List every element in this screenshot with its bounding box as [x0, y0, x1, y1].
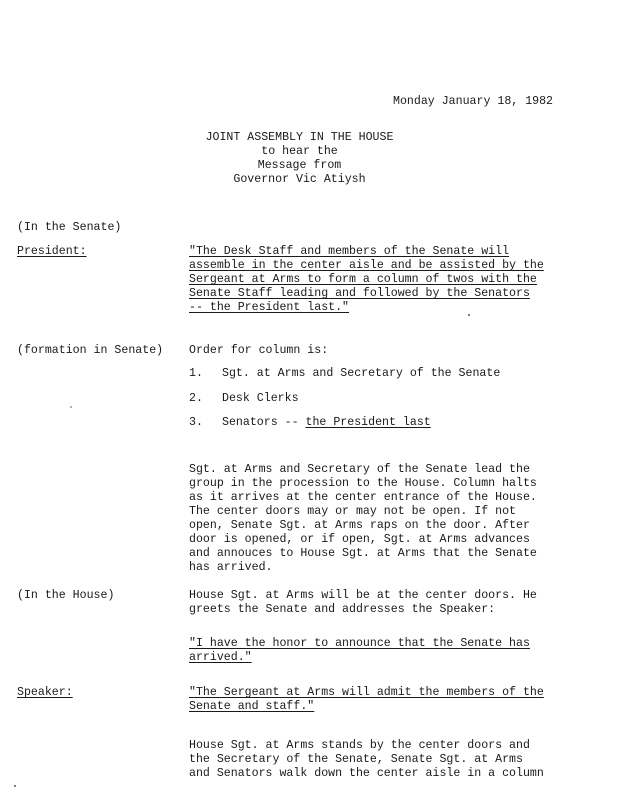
house-line: greets the Senate and addresses the Speaker:	[189, 603, 496, 616]
procession-line: The center doors may or may not be open. If not	[189, 505, 516, 518]
president-label: President:	[17, 245, 87, 258]
house-announcement-quote	[189, 637, 589, 665]
scan-speck	[468, 314, 470, 316]
formation-intro: Order for column is:	[189, 344, 329, 357]
speaker-label: Speaker:	[17, 686, 73, 699]
heading-line-3: Message from	[257, 159, 342, 172]
president-line: "The Desk Staff and members of the Senate will	[189, 245, 510, 258]
procession-line: group in the procession to the House. Column halts	[189, 477, 537, 490]
heading-title	[192, 131, 407, 187]
procession-line: open, Senate Sgt. at Arms raps on the door. After	[189, 519, 530, 532]
heading-line-4: Governor Vic Atiysh	[233, 173, 366, 186]
closing-paragraph	[189, 739, 589, 781]
document-date: Monday January 18, 1982	[393, 95, 554, 108]
formation-item-1-text: Sgt. at Arms and Secretary of the Senate	[222, 367, 501, 380]
senate-context-label: (In the Senate)	[17, 221, 122, 234]
speaker-line: Senate and staff."	[189, 700, 315, 713]
procession-line: Sgt. at Arms and Secretary of the Senate lead the	[189, 463, 530, 476]
formation-item-2-text: Desk Clerks	[222, 392, 299, 405]
president-statement	[189, 245, 589, 315]
house-line: House Sgt. at Arms will be at the center doors. He	[189, 589, 537, 602]
closing-line: House Sgt. at Arms stands by the center doors and	[189, 739, 530, 752]
formation-item-3-number: 3.	[189, 416, 203, 429]
formation-item-3-lead: Senators --	[222, 416, 306, 429]
speaker-statement	[189, 686, 589, 714]
heading-line-2: to hear the	[261, 145, 338, 158]
speaker-line: "The Sergeant at Arms will admit the members of the	[189, 686, 544, 699]
procession-line: and annouces to House Sgt. at Arms that the Senate	[189, 547, 537, 560]
formation-item-2-number: 2.	[189, 392, 203, 405]
formation-item-3-underlined: the President last	[305, 416, 431, 429]
house-quote-line: "I have the honor to announce that the Senate has	[189, 637, 530, 650]
house-context-label: (In the House)	[17, 589, 115, 602]
scan-speck	[14, 785, 16, 787]
heading-line-1: JOINT ASSEMBLY IN THE HOUSE	[205, 131, 394, 144]
procession-paragraph	[189, 463, 589, 575]
procession-line: as it arrives at the center entrance of the House.	[189, 491, 537, 504]
president-line: Sergeant at Arms to form a column of twos with the	[189, 273, 537, 286]
closing-line: and Senators walk down the center aisle in a column	[189, 767, 544, 780]
president-line: -- the President last."	[189, 301, 350, 314]
formation-label: (formation in Senate)	[17, 344, 164, 357]
procession-line: door is opened, or if open, Sgt. at Arms advances	[189, 533, 530, 546]
president-line: assemble in the center aisle and be assisted by the	[189, 259, 544, 272]
formation-item-3-text	[222, 416, 431, 430]
president-line: Senate Staff leading and followed by the Senators	[189, 287, 530, 300]
procession-line: has arrived.	[189, 561, 273, 574]
formation-item-1-number: 1.	[189, 367, 203, 380]
closing-line: the Secretary of the Senate, Senate Sgt. at Arms	[189, 753, 523, 766]
house-quote-line: arrived."	[189, 651, 252, 664]
house-paragraph	[189, 589, 589, 617]
scan-speck	[70, 406, 72, 408]
